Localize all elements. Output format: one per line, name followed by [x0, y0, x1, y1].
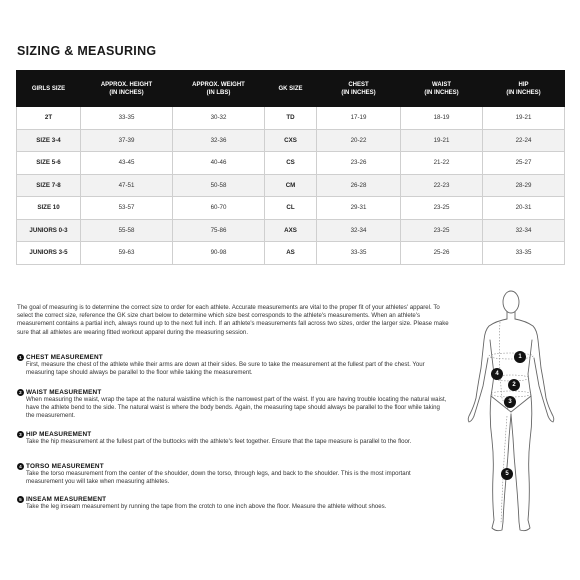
table-header-row: [17, 71, 565, 107]
cell-girls-size: 2T: [17, 107, 81, 130]
number-badge-icon: 5: [17, 496, 24, 503]
section-title: INSEAM MEASUREMENT: [26, 496, 107, 503]
cell-height: 33-35: [81, 107, 173, 130]
section-title: TORSO MEASUREMENT: [26, 463, 104, 470]
cell-height: 55-58: [81, 219, 173, 242]
cell-gk-size: TD: [265, 107, 317, 130]
table-row: [17, 174, 565, 197]
page-title: SIZING & MEASURING: [17, 44, 157, 58]
table-row: [17, 242, 565, 265]
cell-chest: 29-31: [317, 197, 401, 220]
cell-waist: 23-25: [401, 197, 483, 220]
cell-weight: 30-32: [173, 107, 265, 130]
cell-chest: 17-19: [317, 107, 401, 130]
section-body: When measuring the waist, wrap the tape at the natural waistline which is the narrowest part of the waist. If you are having trouble locating the natural waist, have the athlete bend to the side. The natural waist is where the body bends. Again, the measuring tape should always be parallel to the floor while taking the measurement.: [26, 396, 447, 420]
table-row: [17, 219, 565, 242]
cell-weight: 60-70: [173, 197, 265, 220]
intro-paragraph: The goal of measuring is to determine the correct size to order for each athlete. Accurate measurements are vital to the proper fit of your athletes' apparel. To select the correct size, reference the GK size chart below to determine which size best corresponds to the athlete's measurements. When an athlete's measurement contains a partial inch, always round up to the next full inch. If an athlete's measurements fall across two sizes, order the larger size. Please make sure that all athletes are wearing fitted workout apparel during the measuring session.: [17, 304, 449, 336]
marker-torso-icon: 4: [491, 368, 503, 380]
cell-hip: 28-29: [483, 174, 565, 197]
section-chest: [17, 354, 447, 377]
table-row: [17, 152, 565, 175]
number-badge-icon: 3: [17, 431, 24, 438]
size-chart-table: [16, 70, 565, 265]
cell-gk-size: CL: [265, 197, 317, 220]
cell-chest: 23-26: [317, 152, 401, 175]
header-height: APPROX. HEIGHT (IN INCHES): [81, 71, 173, 107]
section-waist: [17, 389, 447, 421]
cell-gk-size: CS: [265, 152, 317, 175]
cell-gk-size: AS: [265, 242, 317, 265]
header-chest: CHEST (IN INCHES): [317, 71, 401, 107]
cell-height: 47-51: [81, 174, 173, 197]
section-title: WAIST MEASUREMENT: [26, 389, 102, 396]
cell-girls-size: SIZE 5-6: [17, 152, 81, 175]
number-badge-icon: 1: [17, 354, 24, 361]
cell-gk-size: CXS: [265, 129, 317, 152]
cell-hip: 19-21: [483, 107, 565, 130]
cell-hip: 20-31: [483, 197, 565, 220]
cell-girls-size: JUNIORS 0-3: [17, 219, 81, 242]
section-torso: [17, 463, 447, 486]
cell-girls-size: SIZE 7-8: [17, 174, 81, 197]
section-title: CHEST MEASUREMENT: [26, 354, 103, 361]
cell-hip: 22-24: [483, 129, 565, 152]
cell-hip: 32-34: [483, 219, 565, 242]
number-badge-icon: 2: [17, 389, 24, 396]
marker-hip-icon: 3: [504, 396, 516, 408]
cell-weight: 32-36: [173, 129, 265, 152]
cell-waist: 18-19: [401, 107, 483, 130]
cell-chest: 20-22: [317, 129, 401, 152]
cell-weight: 50-58: [173, 174, 265, 197]
section-inseam: [17, 496, 447, 511]
section-body: Take the leg inseam measurement by running the tape from the crotch to one inch above the floor. Measure the athlete without shoes.: [26, 503, 387, 510]
cell-waist: 22-23: [401, 174, 483, 197]
cell-hip: 25-27: [483, 152, 565, 175]
cell-weight: 40-46: [173, 152, 265, 175]
cell-waist: 21-22: [401, 152, 483, 175]
table-row: [17, 197, 565, 220]
header-waist: WAIST (IN INCHES): [401, 71, 483, 107]
cell-waist: 25-26: [401, 242, 483, 265]
header-gk-size: GK SIZE: [265, 71, 317, 107]
body-outline-icon: [456, 288, 566, 542]
number-badge-icon: 4: [17, 463, 24, 470]
cell-girls-size: SIZE 3-4: [17, 129, 81, 152]
cell-gk-size: CM: [265, 174, 317, 197]
cell-height: 37-39: [81, 129, 173, 152]
marker-waist-icon: 2: [508, 379, 520, 391]
section-hip: [17, 431, 447, 446]
section-body: Take the hip measurement at the fullest part of the buttocks with the athlete's feet together. Ensure that the tape measure is parallel to the floor.: [26, 438, 412, 445]
header-weight: APPROX. WEIGHT (IN LBS): [173, 71, 265, 107]
cell-weight: 75-86: [173, 219, 265, 242]
cell-chest: 33-35: [317, 242, 401, 265]
cell-hip: 33-35: [483, 242, 565, 265]
marker-inseam-icon: 5: [501, 468, 513, 480]
cell-girls-size: SIZE 10: [17, 197, 81, 220]
cell-chest: 32-34: [317, 219, 401, 242]
cell-height: 59-63: [81, 242, 173, 265]
cell-height: 53-57: [81, 197, 173, 220]
cell-waist: 19-21: [401, 129, 483, 152]
cell-waist: 23-25: [401, 219, 483, 242]
cell-weight: 90-98: [173, 242, 265, 265]
section-title: HIP MEASUREMENT: [26, 431, 92, 438]
marker-chest-icon: 1: [514, 351, 526, 363]
body-figure-illustration: [456, 288, 566, 542]
section-body: First, measure the chest of the athlete while their arms are down at their sides. Be sure to take the measurement at the fullest part of the chest. Your measuring tape should always be parallel to the floor while taking the measurement.: [26, 361, 425, 377]
table-row: [17, 107, 565, 130]
cell-gk-size: AXS: [265, 219, 317, 242]
header-hip: HIP (IN INCHES): [483, 71, 565, 107]
cell-height: 43-45: [81, 152, 173, 175]
section-body: Take the torso measurement from the center of the shoulder, down the torso, through legs, and back to the shoulder. This is the most important measurement you will take when measuring athletes.: [26, 470, 411, 486]
header-girls-size: GIRLS SIZE: [17, 71, 81, 107]
cell-chest: 26-28: [317, 174, 401, 197]
table-row: [17, 129, 565, 152]
cell-girls-size: JUNIORS 3-5: [17, 242, 81, 265]
